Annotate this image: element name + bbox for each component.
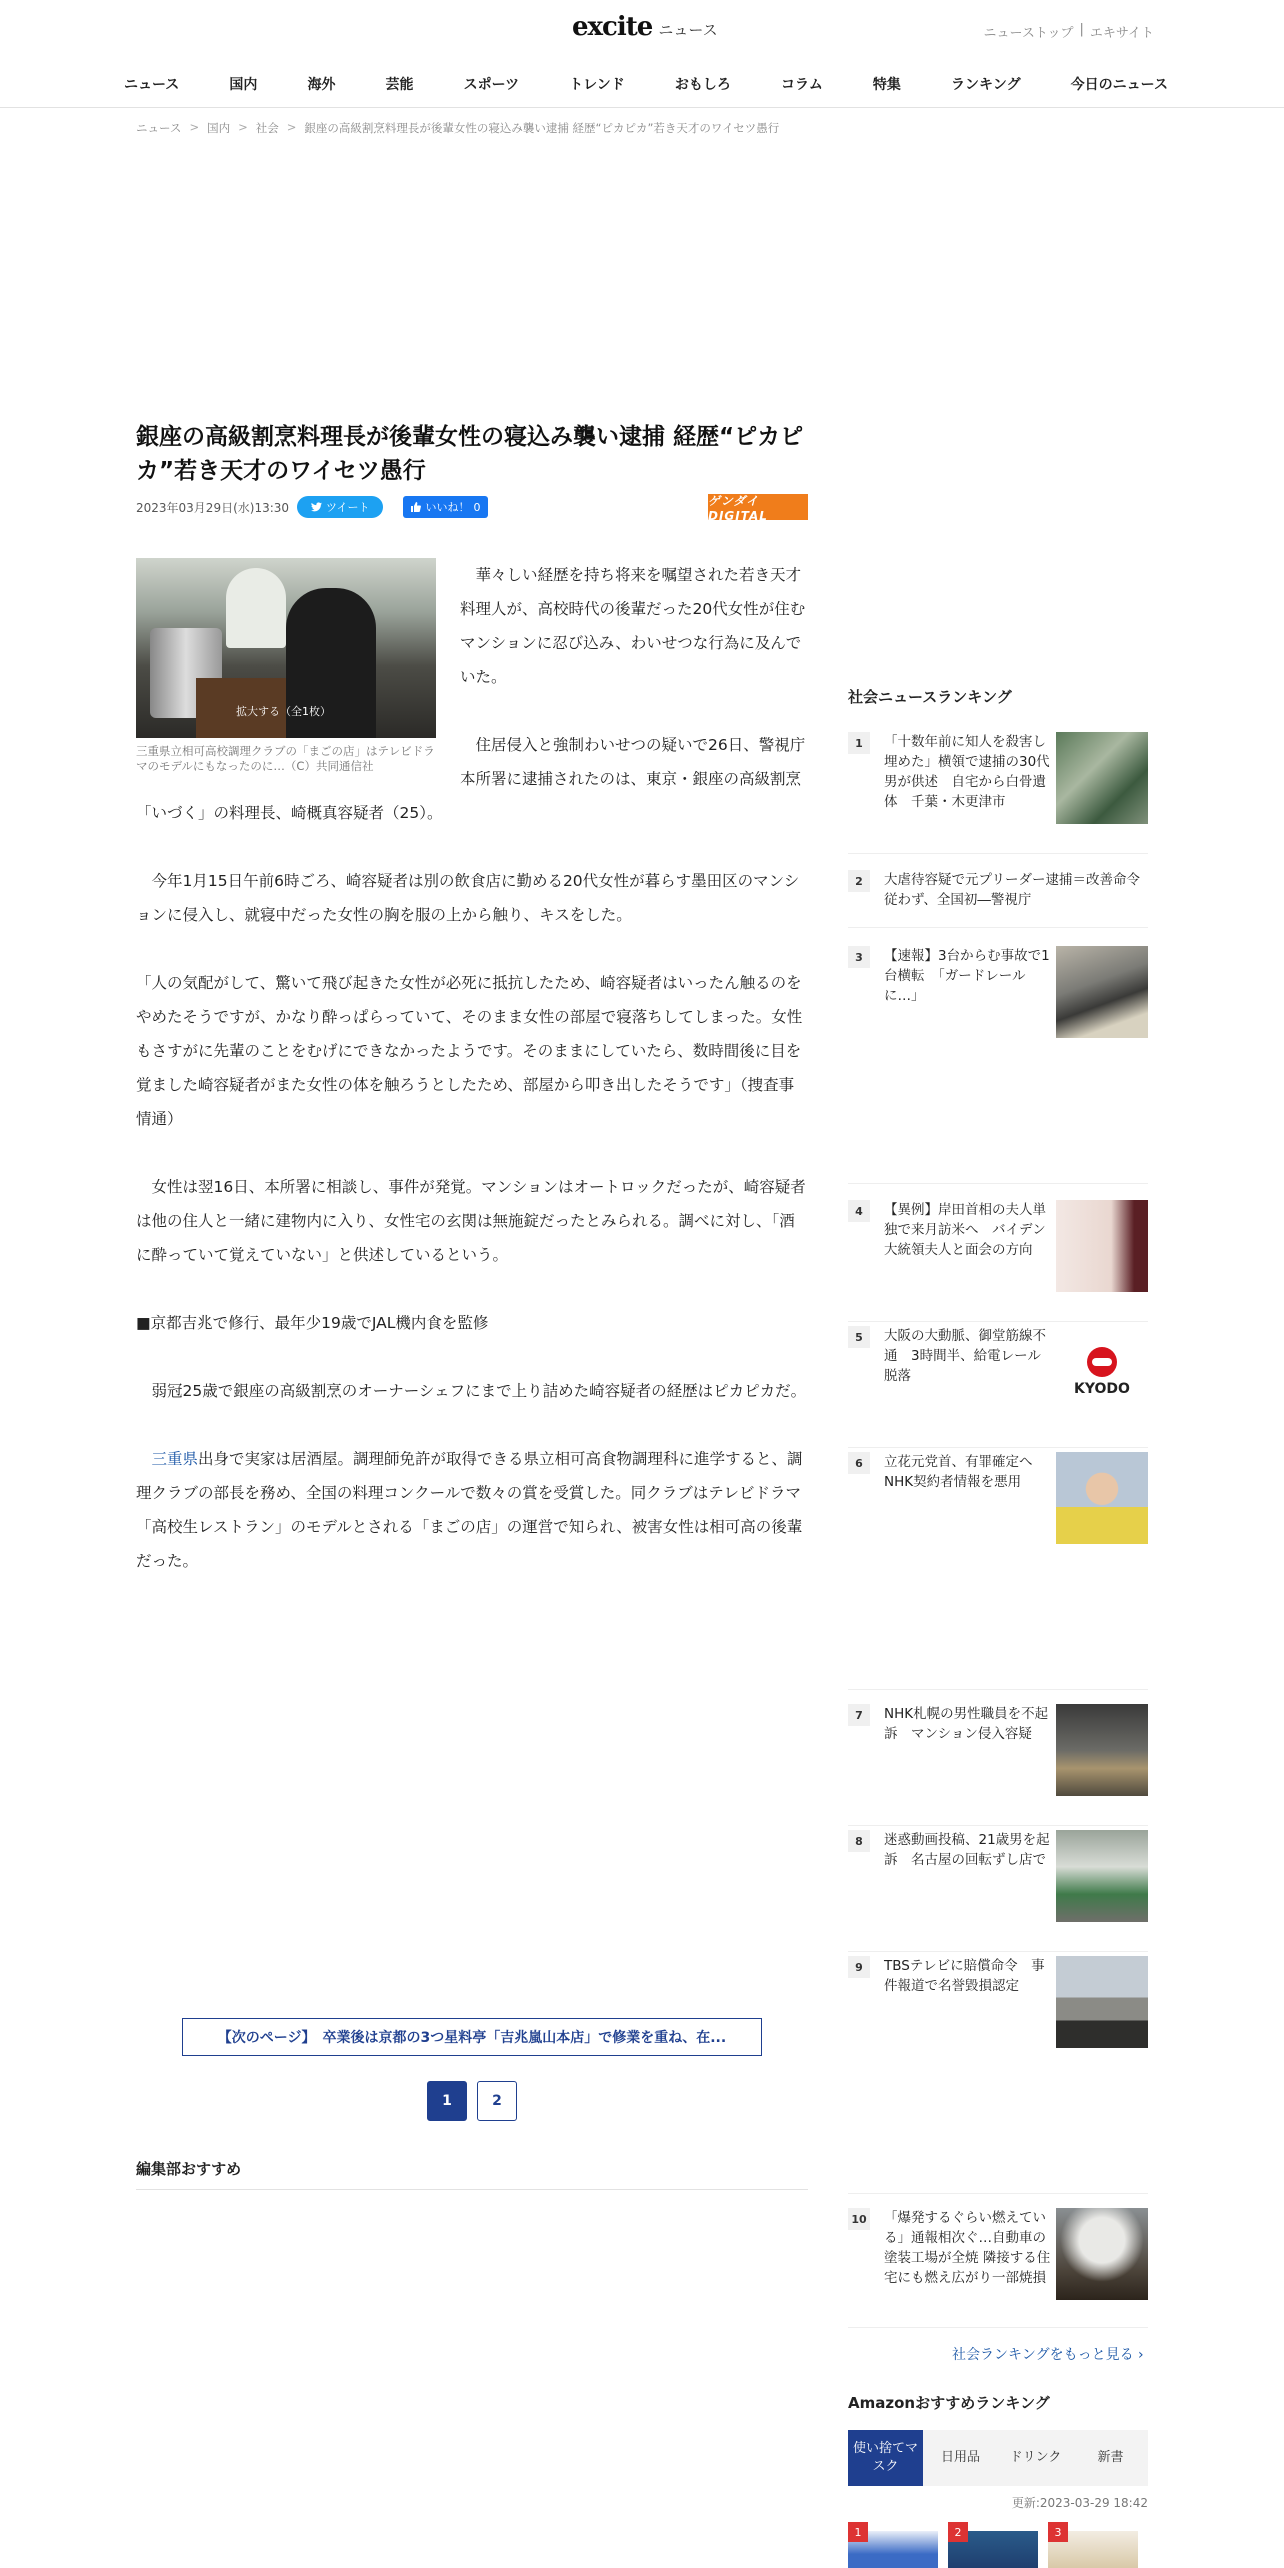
nav-feature[interactable]: 特集 xyxy=(872,77,901,93)
article-paragraph: 今年1月15日午前6時ごろ、崎容疑者は別の飲食店に勤める20代女性が暮らす墨田区のマンションに侵入し、就寝中だった女性の胸を服の上から触り、キスをした。 xyxy=(136,872,800,924)
nav-world[interactable]: 海外 xyxy=(307,77,336,93)
amazon-product[interactable] xyxy=(848,2522,938,2568)
ranking-item[interactable] xyxy=(848,870,1148,928)
amazon-product[interactable] xyxy=(948,2522,1038,2568)
editor-recommend-heading: 編集部おすすめ xyxy=(136,2158,808,2190)
ranking-item[interactable] xyxy=(848,732,1148,854)
tab-daily-goods[interactable]: 日用品 xyxy=(940,2450,980,2465)
ranking-item[interactable] xyxy=(848,1956,1148,2194)
kyodo-thumbnail xyxy=(1056,1326,1148,1418)
amazon-rank-badge: 1 xyxy=(848,2522,868,2542)
tab-masks[interactable]: 使い捨てマスク xyxy=(848,2430,923,2486)
toplink-news-top[interactable]: ニューストップ xyxy=(983,26,1074,41)
rank-thumbnail xyxy=(1056,1704,1148,1796)
rank-number: 4 xyxy=(848,1200,870,1222)
nav-ranking[interactable]: ランキング xyxy=(951,77,1021,93)
more-ranking-link[interactable] xyxy=(952,2344,1144,2364)
photo-caption: 三重県立相可高校調理クラブの「まごの店」はテレビドラマのモデルにもなったのに…（C）共同通信社 xyxy=(136,744,435,773)
rank-number: 3 xyxy=(848,946,870,968)
twitter-icon xyxy=(311,502,322,512)
amazon-rank-badge: 3 xyxy=(1048,2522,1068,2542)
ranking-item[interactable] xyxy=(848,1452,1148,1690)
rank-thumbnail xyxy=(1056,1956,1148,2048)
nav-sports[interactable]: スポーツ xyxy=(463,77,520,93)
pagination xyxy=(427,2081,517,2121)
rank-thumbnail xyxy=(1056,1830,1148,1922)
article xyxy=(136,420,808,1612)
article-photo-block xyxy=(136,558,436,774)
kyodo-mark-icon xyxy=(1087,1347,1117,1377)
rank-number: 2 xyxy=(848,870,870,892)
tab-books[interactable]: 新書 xyxy=(1097,2450,1124,2465)
rank-text: 大虐待容疑で元プリーダー逮捕＝改善命令従わず、全国初―警視庁 xyxy=(884,872,1140,908)
rank-text: TBSテレビに賠償命令 事件報道で名誉毀損認定 xyxy=(884,1958,1045,1994)
rank-number: 8 xyxy=(848,1830,870,1852)
rank-number: 5 xyxy=(848,1326,870,1348)
rank-thumbnail xyxy=(1056,1200,1148,1292)
tweet-button[interactable] xyxy=(297,496,383,518)
logo-text: excite xyxy=(572,12,653,42)
facebook-like-button[interactable] xyxy=(403,496,488,518)
ranking-item[interactable] xyxy=(848,1326,1148,1448)
nav-domestic[interactable]: 国内 xyxy=(229,77,258,93)
ranking-item[interactable] xyxy=(848,1200,1148,1322)
breadcrumb-current: 銀座の高級割烹料理長が後輩女性の寝込み襲い逮捕 経歴“ピカピカ”若き天才のワイセツ愚行 xyxy=(304,121,780,135)
rank-text: 迷惑動画投稿、21歳男を起訴 名古屋の回転ずし店で xyxy=(884,1832,1050,1868)
kyodo-logo: KYODO xyxy=(1074,1381,1130,1397)
excite-news-logo[interactable] xyxy=(572,12,718,42)
article-date: 2023年03月29日(水)13:30 xyxy=(136,500,290,515)
tab-drinks[interactable]: ドリンク xyxy=(1009,2450,1062,2465)
amazon-rank-badge: 2 xyxy=(948,2522,968,2542)
mie-link[interactable]: 三重県 xyxy=(151,1450,199,1468)
article-paragraph: 住居侵入と強制わいせつの疑いで26日、警視庁本所署に逮捕されたのは、東京・銀座の高級割烹「いづく」の料理長、崎概真容疑者（25）。 xyxy=(136,736,806,822)
more-ranking-label: 社会ランキングをもっと見る xyxy=(952,2347,1134,2363)
nav-funny[interactable]: おもしろ xyxy=(674,77,731,93)
article-paragraph: 「人の気配がして、驚いて飛び起きた女性が必死に抵抗したため、崎容疑者はいったん触るのをやめたそうですが、かなり酔っぱらっていて、そのまま女性の部屋で寝落ちしてしまった。女性もさすがに先輩のことをむげにできなかったようです。そのままにしていたら、数時間後に目を覚ました崎容疑者がまた女性の体を触ろうとしたため、部屋から叩き出したそうです」（捜査事情通） xyxy=(136,974,803,1128)
like-label: いいね！ xyxy=(425,501,470,514)
rank-text: 大阪の大動脈、御堂筋線不通 3時間半、給電レール脱落 xyxy=(884,1328,1046,1384)
article-body xyxy=(136,558,808,1578)
next-page-link[interactable]: 【次のページ】 卒業後は京都の3つ星料亭「吉兆嵐山本店」で修業を重ね、在... xyxy=(182,2018,762,2056)
ranking-item[interactable] xyxy=(848,1830,1148,1952)
ranking-item[interactable] xyxy=(848,1704,1148,1826)
amazon-product[interactable] xyxy=(1048,2522,1138,2568)
chevron-right-icon: › xyxy=(1138,2347,1144,2363)
nav-column[interactable]: コラム xyxy=(780,77,823,93)
nav-entertainment[interactable]: 芸能 xyxy=(385,77,414,93)
rank-text: 立花元党首、有罪確定へ NHK契約者情報を悪用 xyxy=(884,1454,1046,1490)
amazon-tabs xyxy=(848,2430,1148,2486)
article-photo[interactable] xyxy=(136,558,436,738)
nav-news[interactable]: ニュース xyxy=(124,77,180,93)
site-header xyxy=(0,0,1284,60)
rank-text: 「爆発するぐらい燃えている」通報相次ぐ…自動車の塗装工場が全焼 隣接する住宅にも燃え広がり一部焼損 xyxy=(884,2210,1051,2286)
rank-number: 1 xyxy=(848,732,870,754)
article-title: 銀座の高級割烹料理長が後輩女性の寝込み襲い逮捕 経歴“ピカピカ”若き天才のワイセツ愚行 xyxy=(136,424,804,484)
rank-thumbnail xyxy=(1056,732,1148,824)
article-paragraph-text: 出身で実家は居酒屋。調理師免許が取得できる県立相可高食物調理科に進学すると、調理クラブの部長を務め、全国の料理コンクールで数々の賞を受賞した。同クラブはテレビドラマ「高校生レストラン」のモデルとされる「まごの店」の運営で知られ、被害女性は相可高の後輩だった。 xyxy=(136,1450,803,1570)
nav-today[interactable]: 今日のニュース xyxy=(1070,77,1168,93)
logo-suffix: ニュース xyxy=(658,21,718,39)
breadcrumb-domestic[interactable]: 国内 xyxy=(207,121,231,135)
nikkan-gendai-logo[interactable]: ゲンダイDIGITAL xyxy=(708,494,808,520)
article-subheading: ■京都吉兆で修行、最年少19歳でJAL機内食を監修 xyxy=(136,1314,489,1332)
top-links xyxy=(984,22,1154,41)
rank-number: 10 xyxy=(848,2208,870,2230)
rank-thumbnail xyxy=(1056,1452,1148,1544)
thumbs-up-icon xyxy=(411,502,421,512)
toplink-excite[interactable]: エキサイト xyxy=(1089,26,1154,41)
ranking-item[interactable] xyxy=(848,2208,1148,2328)
article-meta xyxy=(136,493,808,523)
amazon-updated: 更新:2023-03-29 18:42 xyxy=(1011,2496,1148,2510)
rank-number: 7 xyxy=(848,1704,870,1726)
breadcrumb-sep: > xyxy=(238,120,248,134)
page-2[interactable]: 2 xyxy=(477,2081,517,2121)
rank-text: 【速報】3台からむ事故で1台横転 「ガードレールに…」 xyxy=(884,948,1050,1004)
rank-number: 6 xyxy=(848,1452,870,1474)
breadcrumb-sep: > xyxy=(286,120,297,134)
like-count: 0 xyxy=(473,500,481,514)
breadcrumb-sep: > xyxy=(189,120,200,134)
rank-text: 「十数年前に知人を殺害し埋めた」横領で逮捕の30代男が供述 自宅から白骨遺体 千葉・木更津市 xyxy=(884,734,1050,810)
breadcrumb-news[interactable]: ニュース xyxy=(136,121,182,135)
article-paragraph xyxy=(136,1442,808,1578)
rank-text: 【異例】岸田首相の夫人単独で来月訪米へ バイデン大統領夫人と面会の方向 xyxy=(884,1202,1046,1258)
nav-trend[interactable]: トレンド xyxy=(569,77,625,93)
rank-thumbnail xyxy=(1056,2208,1148,2300)
main-nav xyxy=(0,60,1284,108)
ranking-title: 社会ニュースランキング xyxy=(848,688,1012,706)
rank-thumbnail xyxy=(1056,946,1148,1038)
article-paragraph: 女性は翌16日、本所署に相談し、事件が発覚。マンションはオートロックだったが、崎容疑者は他の住人と一緒に建物内に入り、女性宅の玄関は無施錠だったとみられる。調べに対し、「酒に酔っていて覚えていない」と供述しているという。 xyxy=(136,1178,806,1264)
breadcrumb-society[interactable]: 社会 xyxy=(255,121,279,135)
breadcrumb xyxy=(136,120,779,136)
ranking-item[interactable] xyxy=(848,946,1148,1184)
page-1[interactable]: 1 xyxy=(427,2081,467,2121)
article-paragraph: 弱冠25歳で銀座の高級割烹のオーナーシェフにまで上り詰めた崎容疑者の経歴はピカピカだ。 xyxy=(151,1382,807,1400)
toplink-separator: | xyxy=(1079,22,1084,37)
rank-text: NHK札幌の男性職員を不起訴 マンション侵入容疑 xyxy=(884,1706,1049,1742)
tweet-label: ツイート xyxy=(326,501,370,514)
amazon-ranking-title: Amazonおすすめランキング xyxy=(848,2394,1050,2412)
article-paragraph: 華々しい経歴を持ち将来を嘱望された若き天才料理人が、高校時代の後輩だった20代女性が住むマンションに忍び込み、わいせつな行為に及んでいた。 xyxy=(460,566,806,686)
photo-enlarge-label[interactable]: 拡大する（全1枚） xyxy=(236,705,331,718)
rank-number: 9 xyxy=(848,1956,870,1978)
